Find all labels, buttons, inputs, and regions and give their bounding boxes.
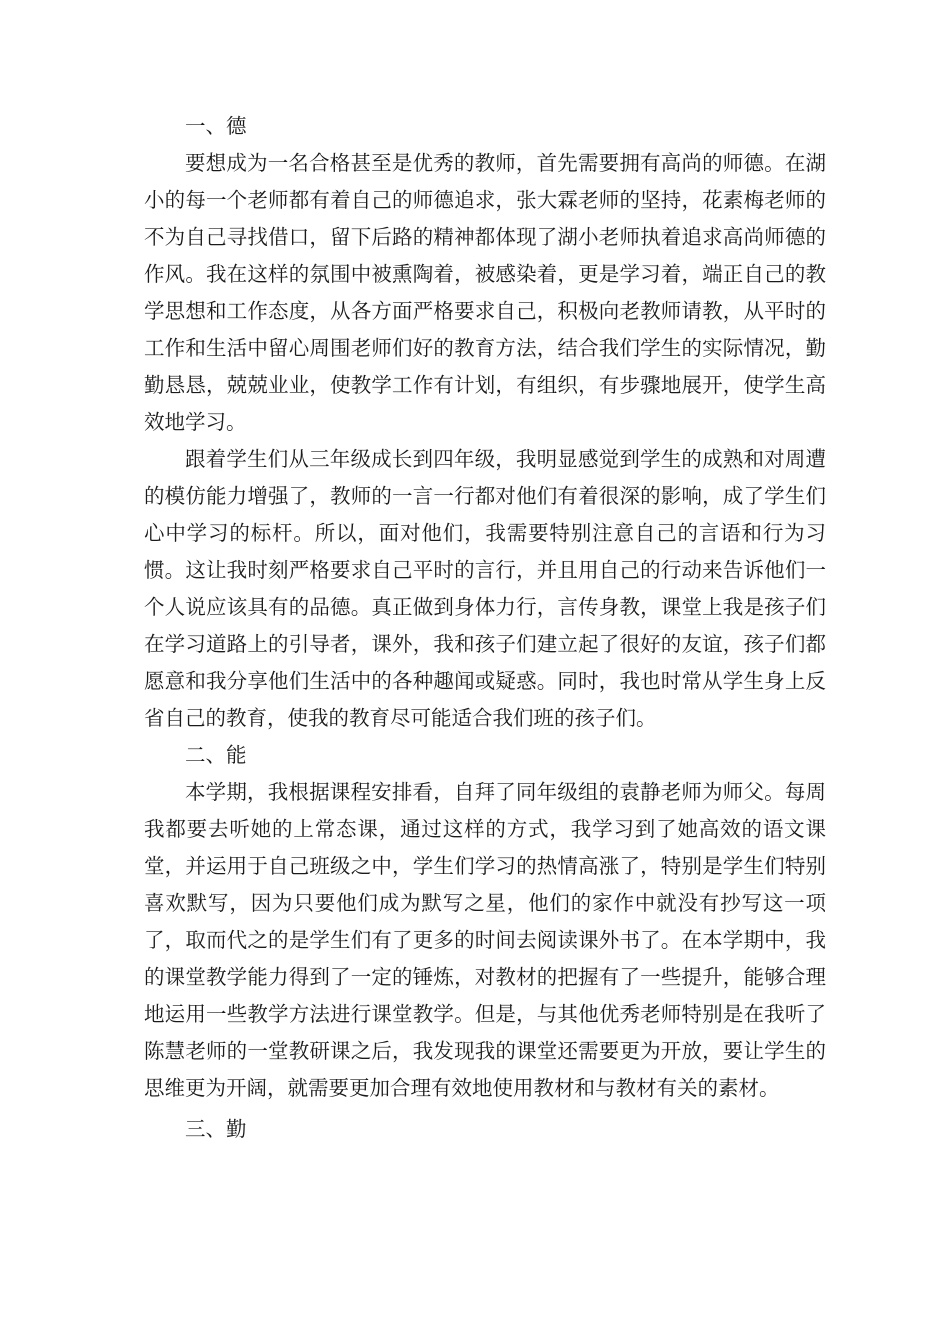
section-heading-de: 一、德 <box>185 114 247 138</box>
paragraph-de-1: 要想成为一名合格甚至是优秀的教师，首先需要拥有高尚的师德。在湖小的每一个老师都有着自己的师德追求，张大霖老师的坚持，花素梅老师的不为自己寻找借口，留下后路的精神都体现了湖小老师执着追求高尚师德的作风。我在这样的氛围中被熏陶着，被感染着，更是学习着，端正自己的教学思想和工作态度，从各方面严格要求自己，积极向老教师请教，从平时的工作和生活中留心周围老师们好的教育方法，结合我们学生的实际情况，勤勤恳恳，兢兢业业，使教学工作有计划，有组织，有步骤地展开，使学生高效地学习。 <box>144 151 826 434</box>
section-heading-qin: 三、勤 <box>185 1117 247 1141</box>
paragraph-neng-1: 本学期，我根据课程安排看，自拜了同年级组的袁静老师为师父。每周我都要去听她的上常态课，通过这样的方式，我学习到了她高效的语文课堂，并运用于自己班级之中，学生们学习的热情高涨了，特别是学生们特别喜欢默写，因为只要他们成为默写之星，他们的家作中就没有抄写这一项了，取而代之的是学生们有了更多的时间去阅读课外书了。在本学期中，我的课堂教学能力得到了一定的锤炼，对教材的把握有了一些提升，能够合理地运用一些教学方法进行课堂教学。但是，与其他优秀老师特别是在我听了陈慧老师的一堂教研课之后，我发现我的课堂还需要更为开放，要让学生的思维更为开阔，就需要更加合理有效地使用教材和与教材有关的素材。 <box>144 780 826 1100</box>
section-heading-neng: 二、能 <box>185 743 247 767</box>
paragraph-de-2: 跟着学生们从三年级成长到四年级，我明显感觉到学生的成熟和对周遭的模仿能力增强了，教师的一言一行都对他们有着很深的影响，成了学生们心中学习的标杆。所以，面对他们，我需要特别注意自己的言语和行为习惯。这让我时刻严格要求自己平时的言行，并且用自己的行动来告诉他们一个人说应该具有的品德。真正做到身体力行，言传身教，课堂上我是孩子们在学习道路上的引导者，课外，我和孩子们建立起了很好的友谊，孩子们都愿意和我分享他们生活中的各种趣闻或疑惑。同时，我也时常从学生身上反省自己的教育，使我的教育尽可能适合我们班的孩子们。 <box>144 447 826 730</box>
document-page <box>144 108 826 1148</box>
